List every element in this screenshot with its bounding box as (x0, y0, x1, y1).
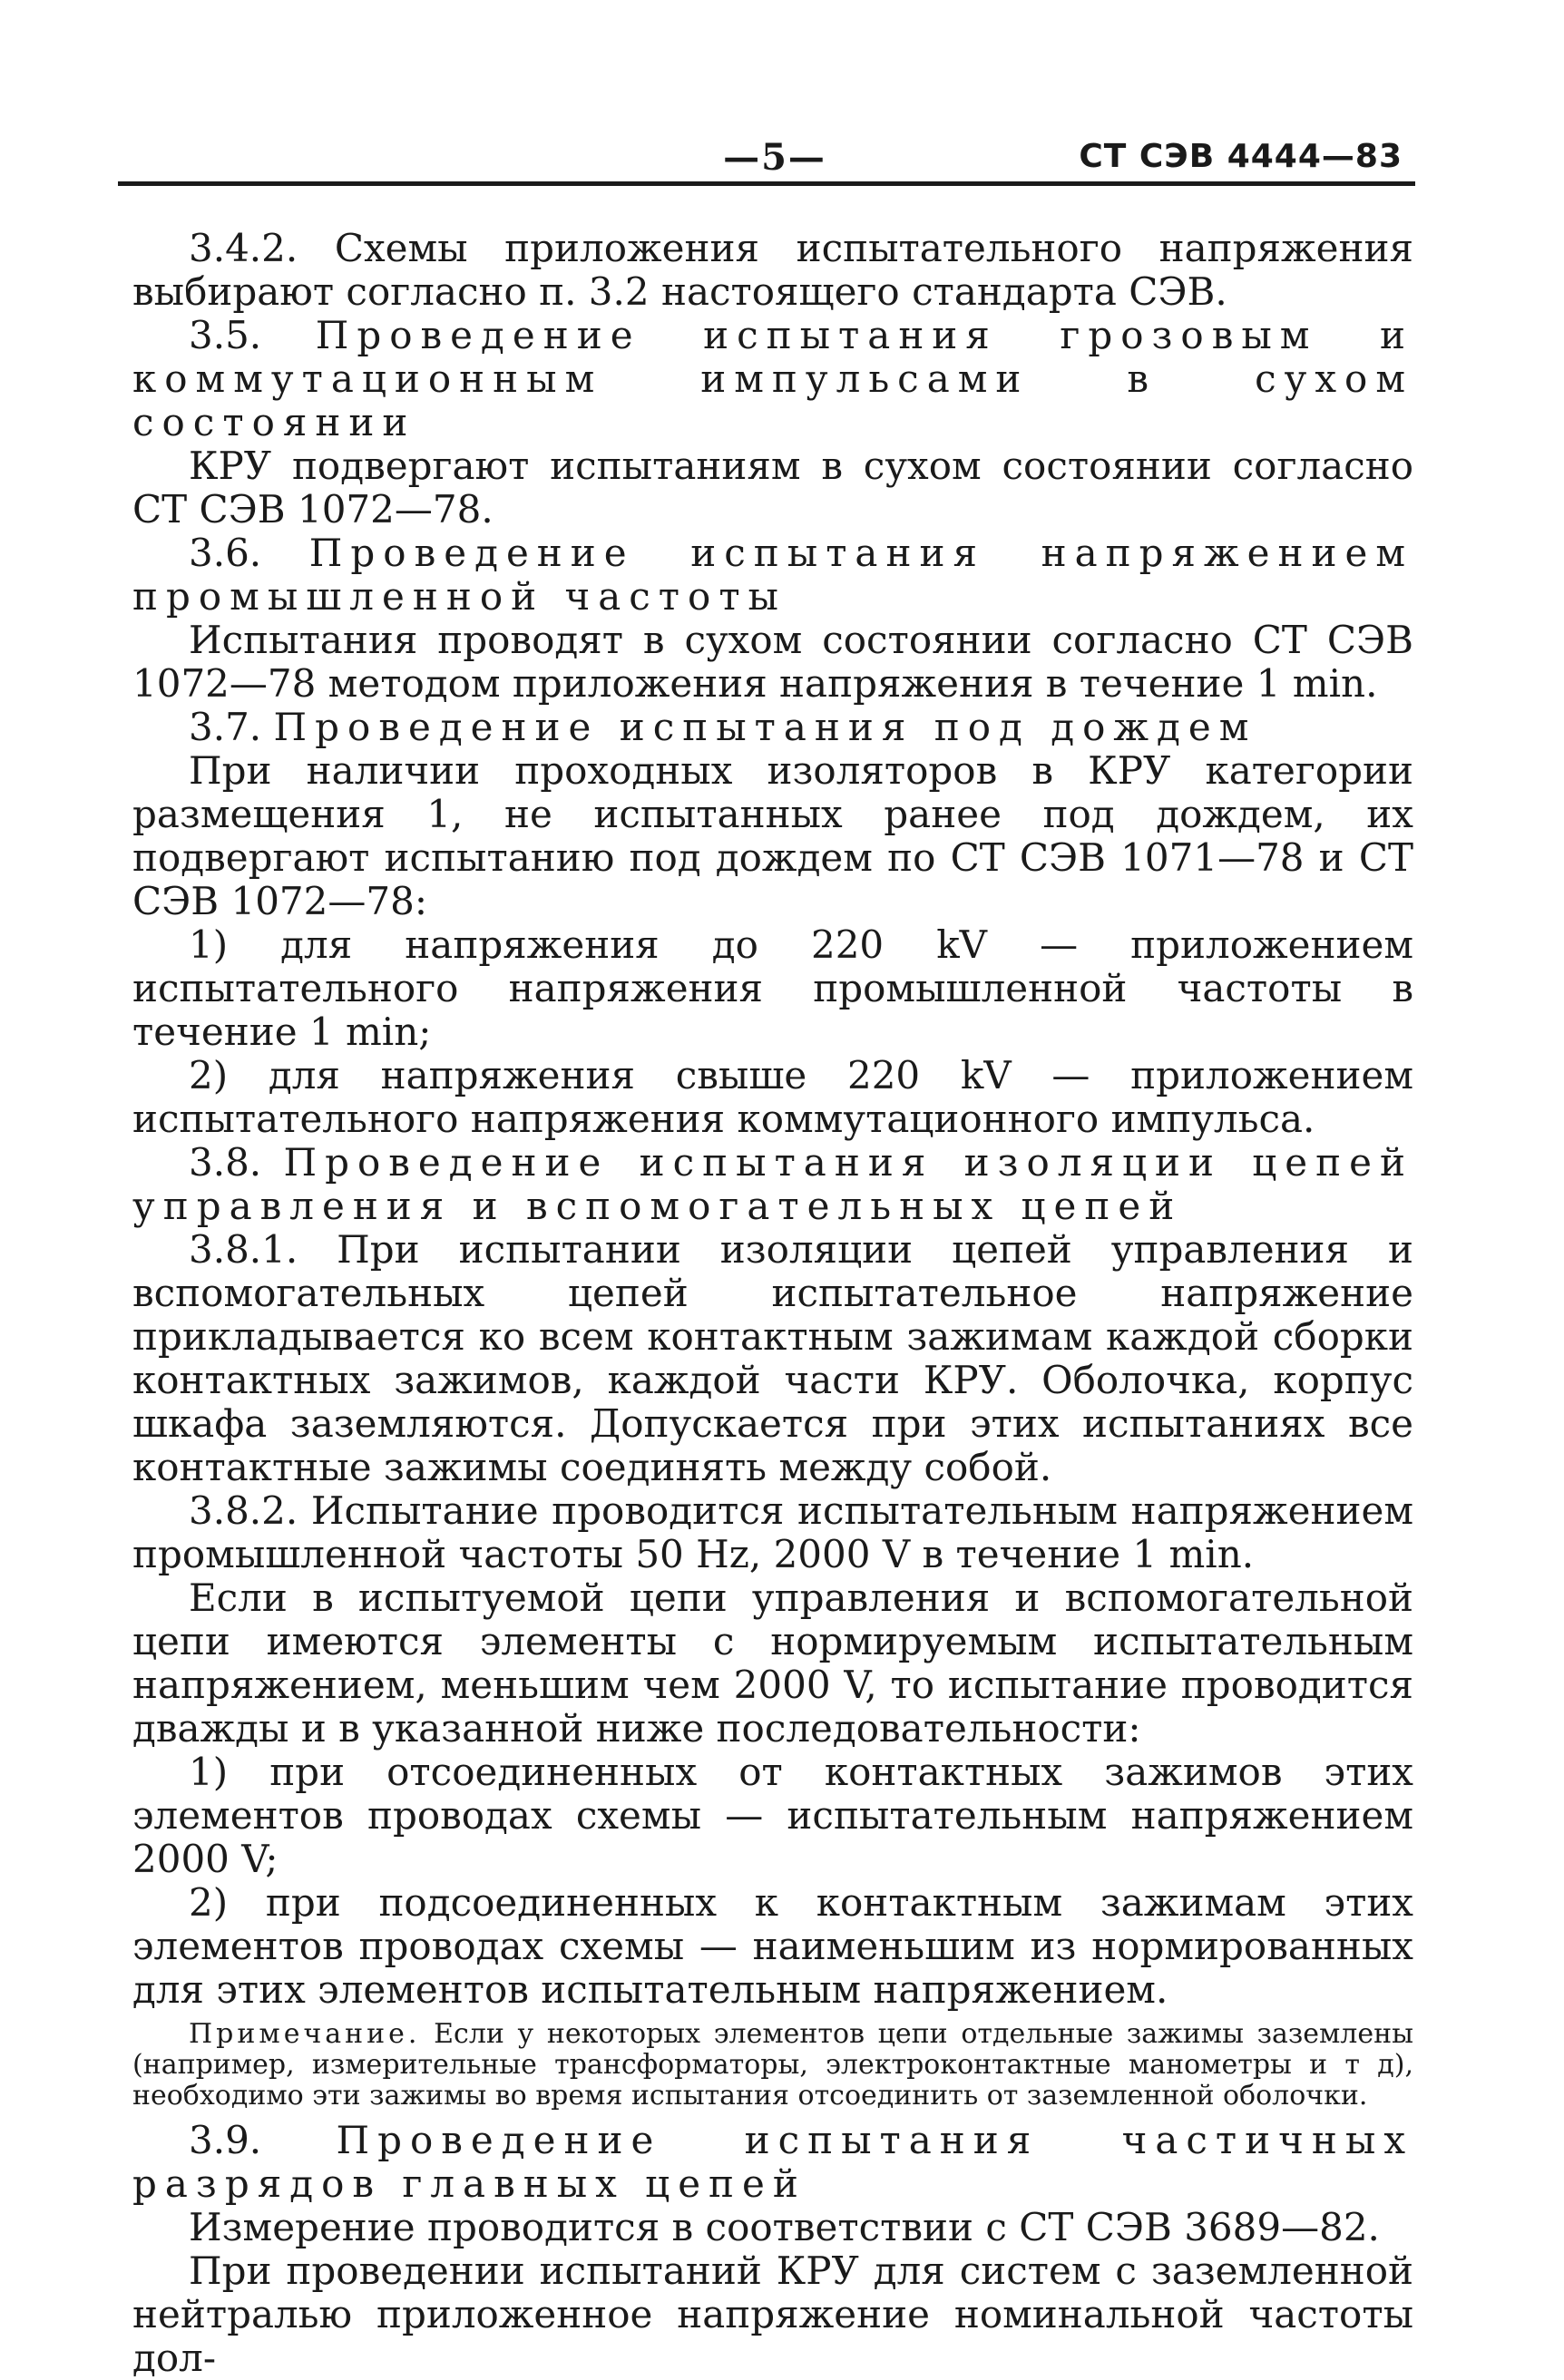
list-item: 1) для напряжения до 220 kV — приложением испытательного напряжения промышленной частоты в течение 1 min; (132, 922, 1413, 1054)
standard-code: СТ СЭВ 4444—83 (1079, 138, 1403, 175)
paragraph-3-4-2 (132, 227, 1413, 314)
section-title: Проведение испытания напряжением промышленной частоты (132, 531, 1413, 619)
paragraph: Если в испытуемой цепи управления и вспомогательной цепи имеются элементы с нормируемым испытательным напряжением, меньшим чем 2000 V, то испытание проводится дважды и в указанной ниже последовательности: (132, 1575, 1413, 1751)
paragraph-text: Схемы приложения испытательного напряжения выбирают согласно п. 3.2 настоящего стандарта СЭВ. (132, 226, 1413, 314)
section-heading-3-6 (132, 532, 1413, 619)
paragraph: При наличии проходных изоляторов в КРУ категории размещения 1, не испытанных ранее под дождем, их подвергают испытанию под дождем по СТ СЭВ 1071—78 и СТ СЭВ 1072—78: (132, 748, 1413, 923)
section-heading-3-7 (132, 706, 1413, 749)
paragraph-text: При испытании изоляции цепей управления и вспомогательных цепей испытательное напряжение прикладывается ко всем контактным зажимам каждой сборки контактных зажимов, каждой части КРУ. Оболочка, корпус шкафа заземляются. Допускается при этих испытаниях все контактные зажимы соединять между собой. (132, 1227, 1413, 1489)
paragraph-text: Испытание проводится испытательным напряжением промышленной частоты 50 Hz, 2000 V в течение 1 min. (132, 1488, 1413, 1576)
paragraph-3-8-2 (132, 1489, 1413, 1576)
list-item: 1) при отсоединенных от контактных зажимов этих элементов проводах схемы — испытательным напряжением 2000 V; (132, 1750, 1413, 1881)
note-text: Если у некоторых элементов цепи отдельные зажимы заземлены (например, измерительные трансформаторы, электроконтактные манометры и т д), необходимо эти зажимы во время испытания отсоединить от заземленной оболочки. (132, 2018, 1413, 2112)
clause-number: 3.9. (189, 2118, 262, 2162)
note-label: Примечание. (189, 2018, 421, 2050)
page-header (134, 127, 1415, 181)
clause-number: 3.7. (189, 705, 262, 749)
clause-number: 3.6. (189, 531, 262, 575)
section-heading-3-5 (132, 314, 1413, 444)
paragraph-3-8-1 (132, 1228, 1413, 1489)
section-title: Проведение испытания частичных разрядов главных цепей (132, 2118, 1414, 2206)
clause-number: 3.5. (189, 313, 262, 357)
page-number: —5— (723, 136, 826, 179)
section-title: Проведение испытания изоляции цепей управления и вспомогательных цепей (132, 1140, 1413, 1228)
header-rule (118, 181, 1415, 186)
clause-number: 3.4.2. (189, 226, 298, 270)
paragraph: Измерение проводится в соответствии с СТ СЭВ 3689—82. (189, 2205, 1380, 2249)
section-title: Проведение испытания грозовым и коммутационным импульсами в сухом состоянии (132, 313, 1413, 444)
clause-number: 3.8.2. (189, 1488, 298, 1533)
section-heading-3-9 (132, 2119, 1413, 2206)
clause-number: 3.8. (189, 1140, 262, 1185)
list-item: 2) для напряжения свыше 220 kV — приложением испытательного напряжения коммутационного импульса. (132, 1053, 1413, 1141)
section-heading-3-8 (132, 1141, 1413, 1228)
clause-number: 3.8.1. (189, 1227, 298, 1272)
section-title: Проведение испытания под дождем (273, 705, 1257, 749)
paragraph: Испытания проводят в сухом состоянии согласно СТ СЭВ 1072—78 методом приложения напряжения в течение 1 min. (132, 618, 1413, 706)
list-item: 2) при подсоединенных к контактным зажимам этих элементов проводах схемы — наименьшим из нормированных для этих элементов испытательным напряжением. (132, 1880, 1413, 2012)
note (132, 2019, 1413, 2112)
paragraph: КРУ подвергают испытаниям в сухом состоянии согласно СТ СЭВ 1072—78. (132, 444, 1413, 532)
paragraph: При проведении испытаний КРУ для систем с заземленной нейтралью приложенное напряжение номинальной частоты дол- (132, 2248, 1413, 2380)
document-body (132, 227, 1413, 2380)
